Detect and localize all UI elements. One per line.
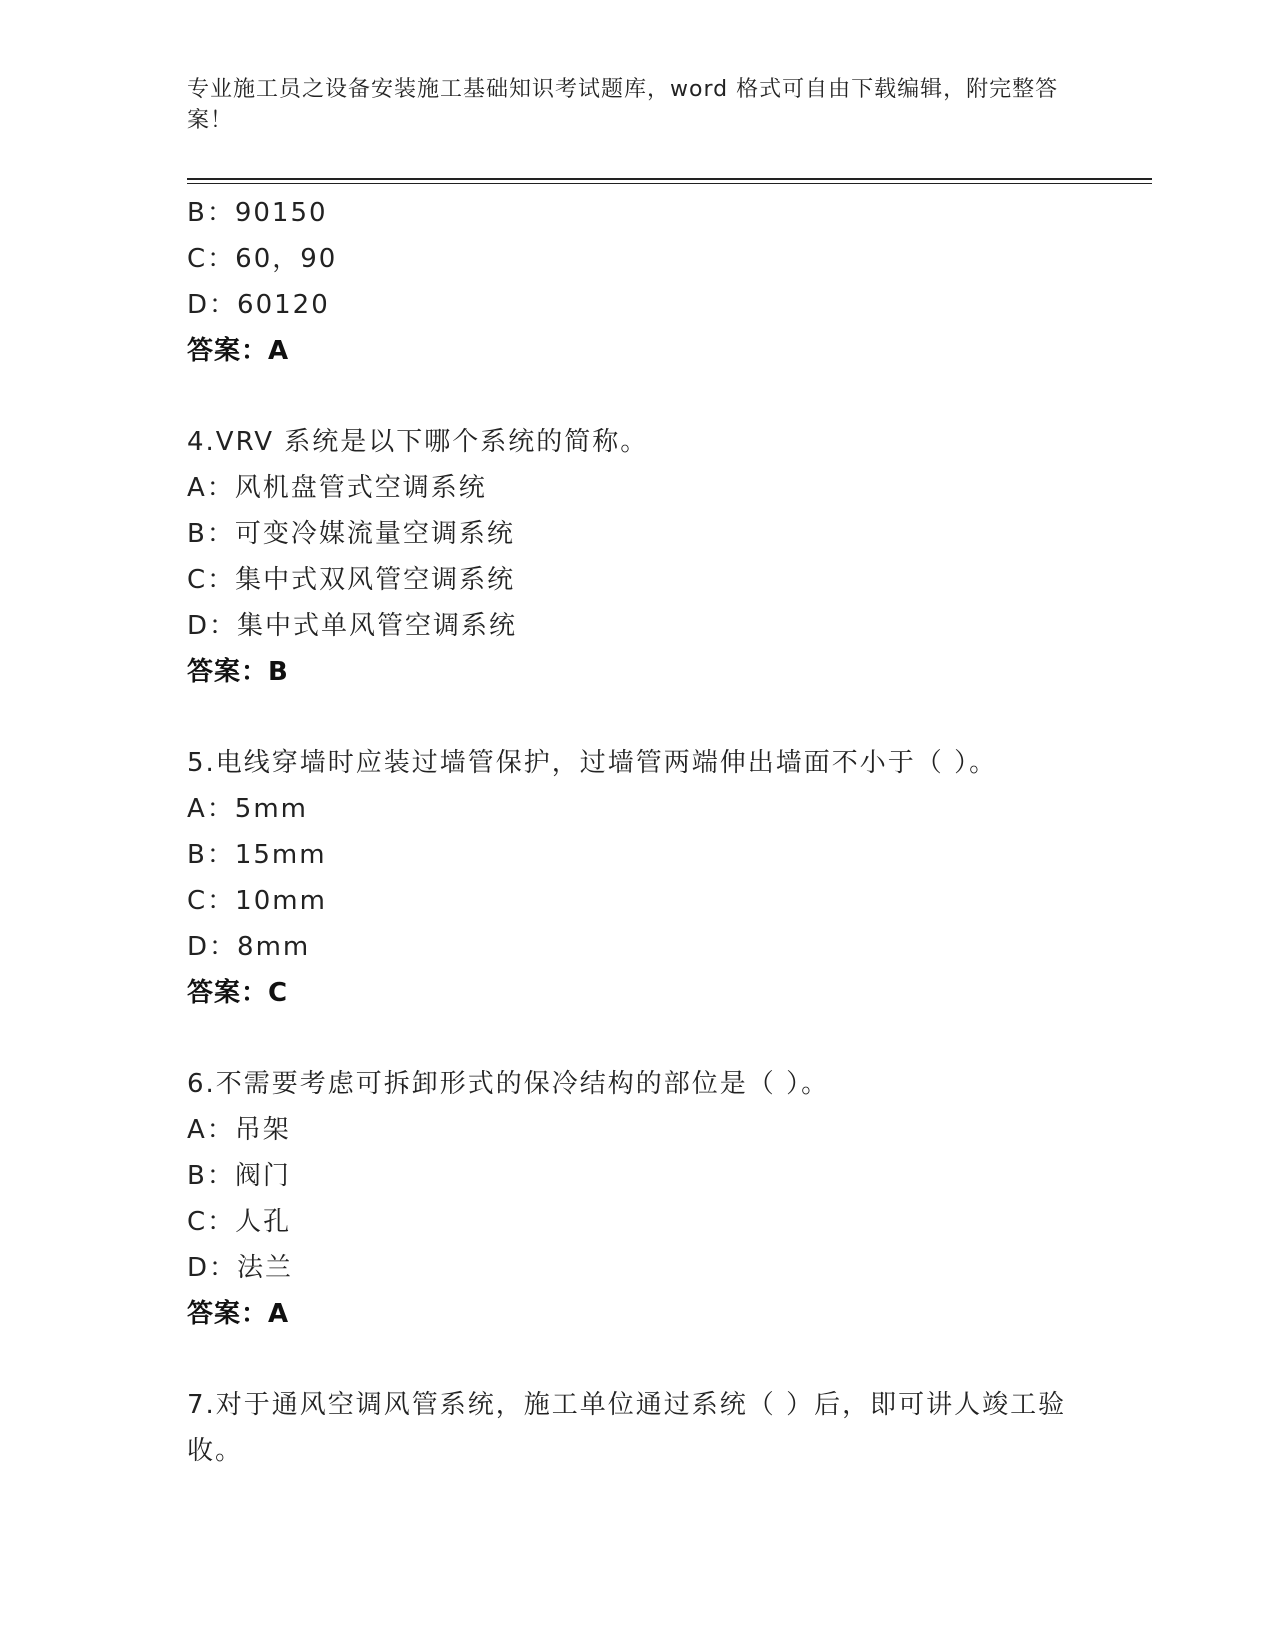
option-b: B：可变冷媒流量空调系统 bbox=[187, 519, 515, 549]
option-b: B：阀门 bbox=[187, 1161, 291, 1191]
option-c: C：60，90 bbox=[187, 244, 338, 274]
question-list bbox=[187, 190, 1147, 1474]
option-d: D：法兰 bbox=[187, 1253, 294, 1283]
partial-question bbox=[187, 190, 1147, 374]
question-5 bbox=[187, 740, 1147, 1016]
option-a: A：吊架 bbox=[187, 1115, 291, 1145]
question-title: 5.电线穿墙时应装过墙管保护，过墙管两端伸出墙面不小于（ ）。 bbox=[187, 748, 998, 778]
question-title: 7.对于通风空调风管系统，施工单位通过系统（ ）后，即可讲人竣工验收。 bbox=[187, 1390, 1067, 1466]
option-d: D：8mm bbox=[187, 932, 311, 962]
header-divider-thick bbox=[187, 178, 1152, 180]
answer-line: 答案：A bbox=[187, 336, 290, 366]
document-header: 专业施工员之设备安装施工基础知识考试题库，word 格式可自由下载编辑，附完整答案！ bbox=[187, 77, 1059, 133]
question-4 bbox=[187, 419, 1147, 695]
option-a: A：5mm bbox=[187, 794, 308, 824]
question-title: 4.VRV 系统是以下哪个系统的简称。 bbox=[187, 427, 649, 457]
header-divider-thin bbox=[187, 183, 1152, 184]
answer-line: 答案：A bbox=[187, 1299, 290, 1329]
question-title: 6.不需要考虑可拆卸形式的保冷结构的部位是（ ）。 bbox=[187, 1069, 830, 1099]
option-b: B：15mm bbox=[187, 840, 327, 870]
option-a: A：风机盘管式空调系统 bbox=[187, 473, 487, 503]
option-d: D：集中式单风管空调系统 bbox=[187, 611, 518, 641]
question-6 bbox=[187, 1061, 1147, 1337]
option-d: D：60120 bbox=[187, 290, 330, 320]
answer-line: 答案：C bbox=[187, 978, 289, 1008]
option-b: B：90150 bbox=[187, 198, 328, 228]
option-c: C：10mm bbox=[187, 886, 327, 916]
answer-line: 答案：B bbox=[187, 657, 289, 687]
question-7 bbox=[187, 1382, 1147, 1474]
option-c: C：人孔 bbox=[187, 1207, 292, 1237]
option-c: C：集中式双风管空调系统 bbox=[187, 565, 516, 595]
